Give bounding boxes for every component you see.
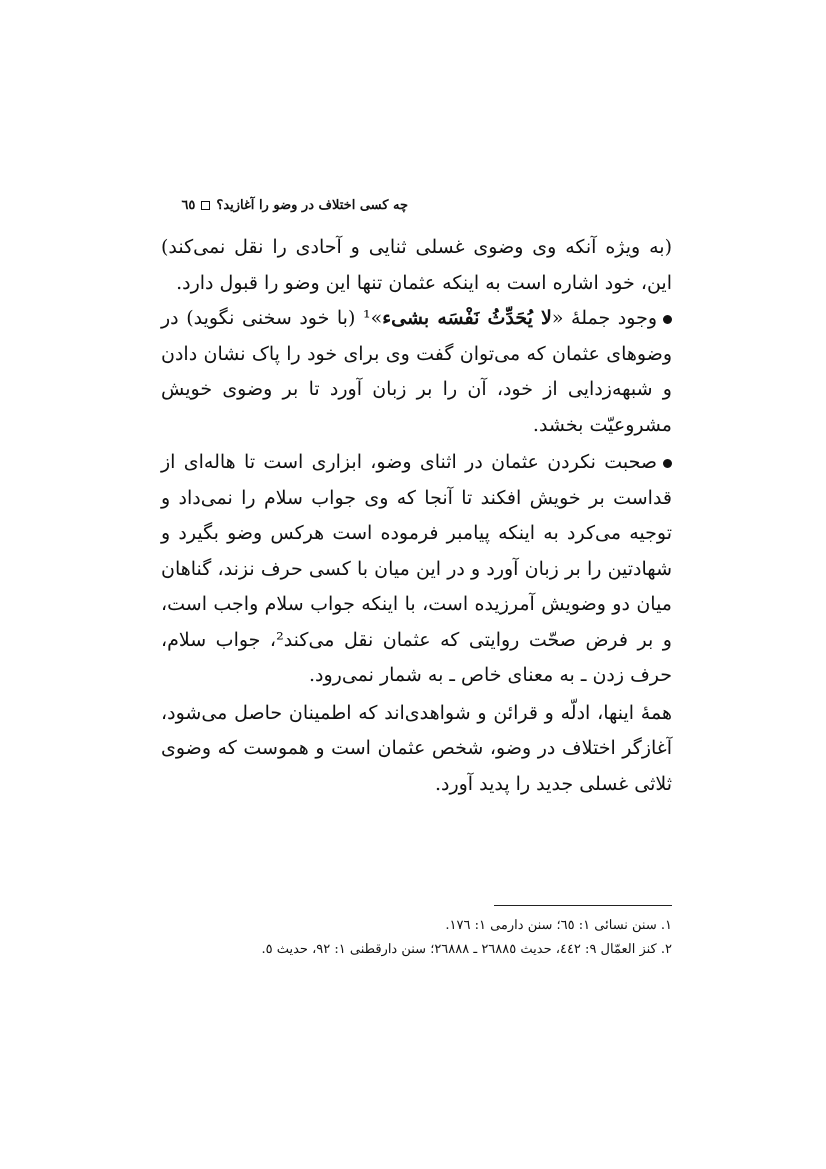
paragraph-2-start: وجود جملهٔ « — [551, 307, 658, 329]
square-icon — [201, 201, 210, 210]
bullet-icon — [663, 315, 672, 324]
hadith-quote: لا یُحَدِّثُ نَفْسَه بشیء — [382, 307, 552, 329]
bullet-icon — [663, 459, 672, 468]
footnote-1: ١. سنن نسائی ١: ٦٥؛ سنن دارمی ١: ١٧٦. — [445, 918, 672, 933]
footnote-divider — [494, 905, 672, 906]
paragraph-3-main: صحبت نکردن عثمان در اثنای وضو، ابزاری است تا هاله‌ای از قداست بر خویش افکند تا آنجا که وی جواب سلام را نمی‌داد و توجیه می‌کرد به اینکه پیامبر فرموده است هرکس وضو بگیرد و شهادتین را بر زبان آورد و در این میان با کسی حرف نزند، گناهان میان دو وضویش آمرزیده است، با اینکه جواب سلام واجب است، و بر فرض صحّت روایتی که عثمان نقل می‌کند — [161, 451, 672, 651]
paragraph-3 — [161, 445, 672, 694]
paragraph-3-ref: ² — [276, 628, 284, 651]
body-text — [161, 230, 672, 802]
paragraph-3-end: ، جواب سلام، حرف زدن ـ به معنای خاص ـ به شمار نمی‌رود. — [161, 628, 672, 686]
footnotes — [161, 914, 672, 962]
header-title: چه کسی اختلاف در وضو را آغازید؟ — [216, 198, 408, 213]
footnote-2: ٢. کنز العمّال ٩: ٤٤٢، حدیث ٢٦٨٨٥ ـ ٢٦٨٨٨؛ سنن دارقطنی ١: ٩٢، حدیث ٥. — [261, 942, 672, 957]
paragraph-4: همهٔ اینها، ادلّه و قرائن و شواهدی‌اند که اطمینان حاصل می‌شود، آغازگر اختلاف در وضو، شخص عثمان است و هموست که وضوی ثلاثی غسلی جدید را پدید آورد. — [161, 701, 672, 795]
running-header — [148, 198, 408, 213]
paragraph-1: (به ویژه آنکه وی وضوی غسلی ثنایی و آحادی را نقل نمی‌کند) این، خود اشاره است به اینکه عثمان تنها این وضو را قبول دارد. — [161, 236, 672, 294]
paragraph-2-rest: (با خود سخنی نگوید) در وضوهای عثمان که می‌توان گفت وی برای خود را پاک نشان دادن و شبهه‌زدایی از خود، آن را بر زبان آورد تا بر وضوی خویش مشروعیّت بخشد. — [161, 307, 672, 436]
page-number: ٦٥ — [181, 198, 196, 213]
paragraph-2 — [161, 301, 672, 443]
paragraph-2-ref: »¹ — [362, 307, 383, 329]
